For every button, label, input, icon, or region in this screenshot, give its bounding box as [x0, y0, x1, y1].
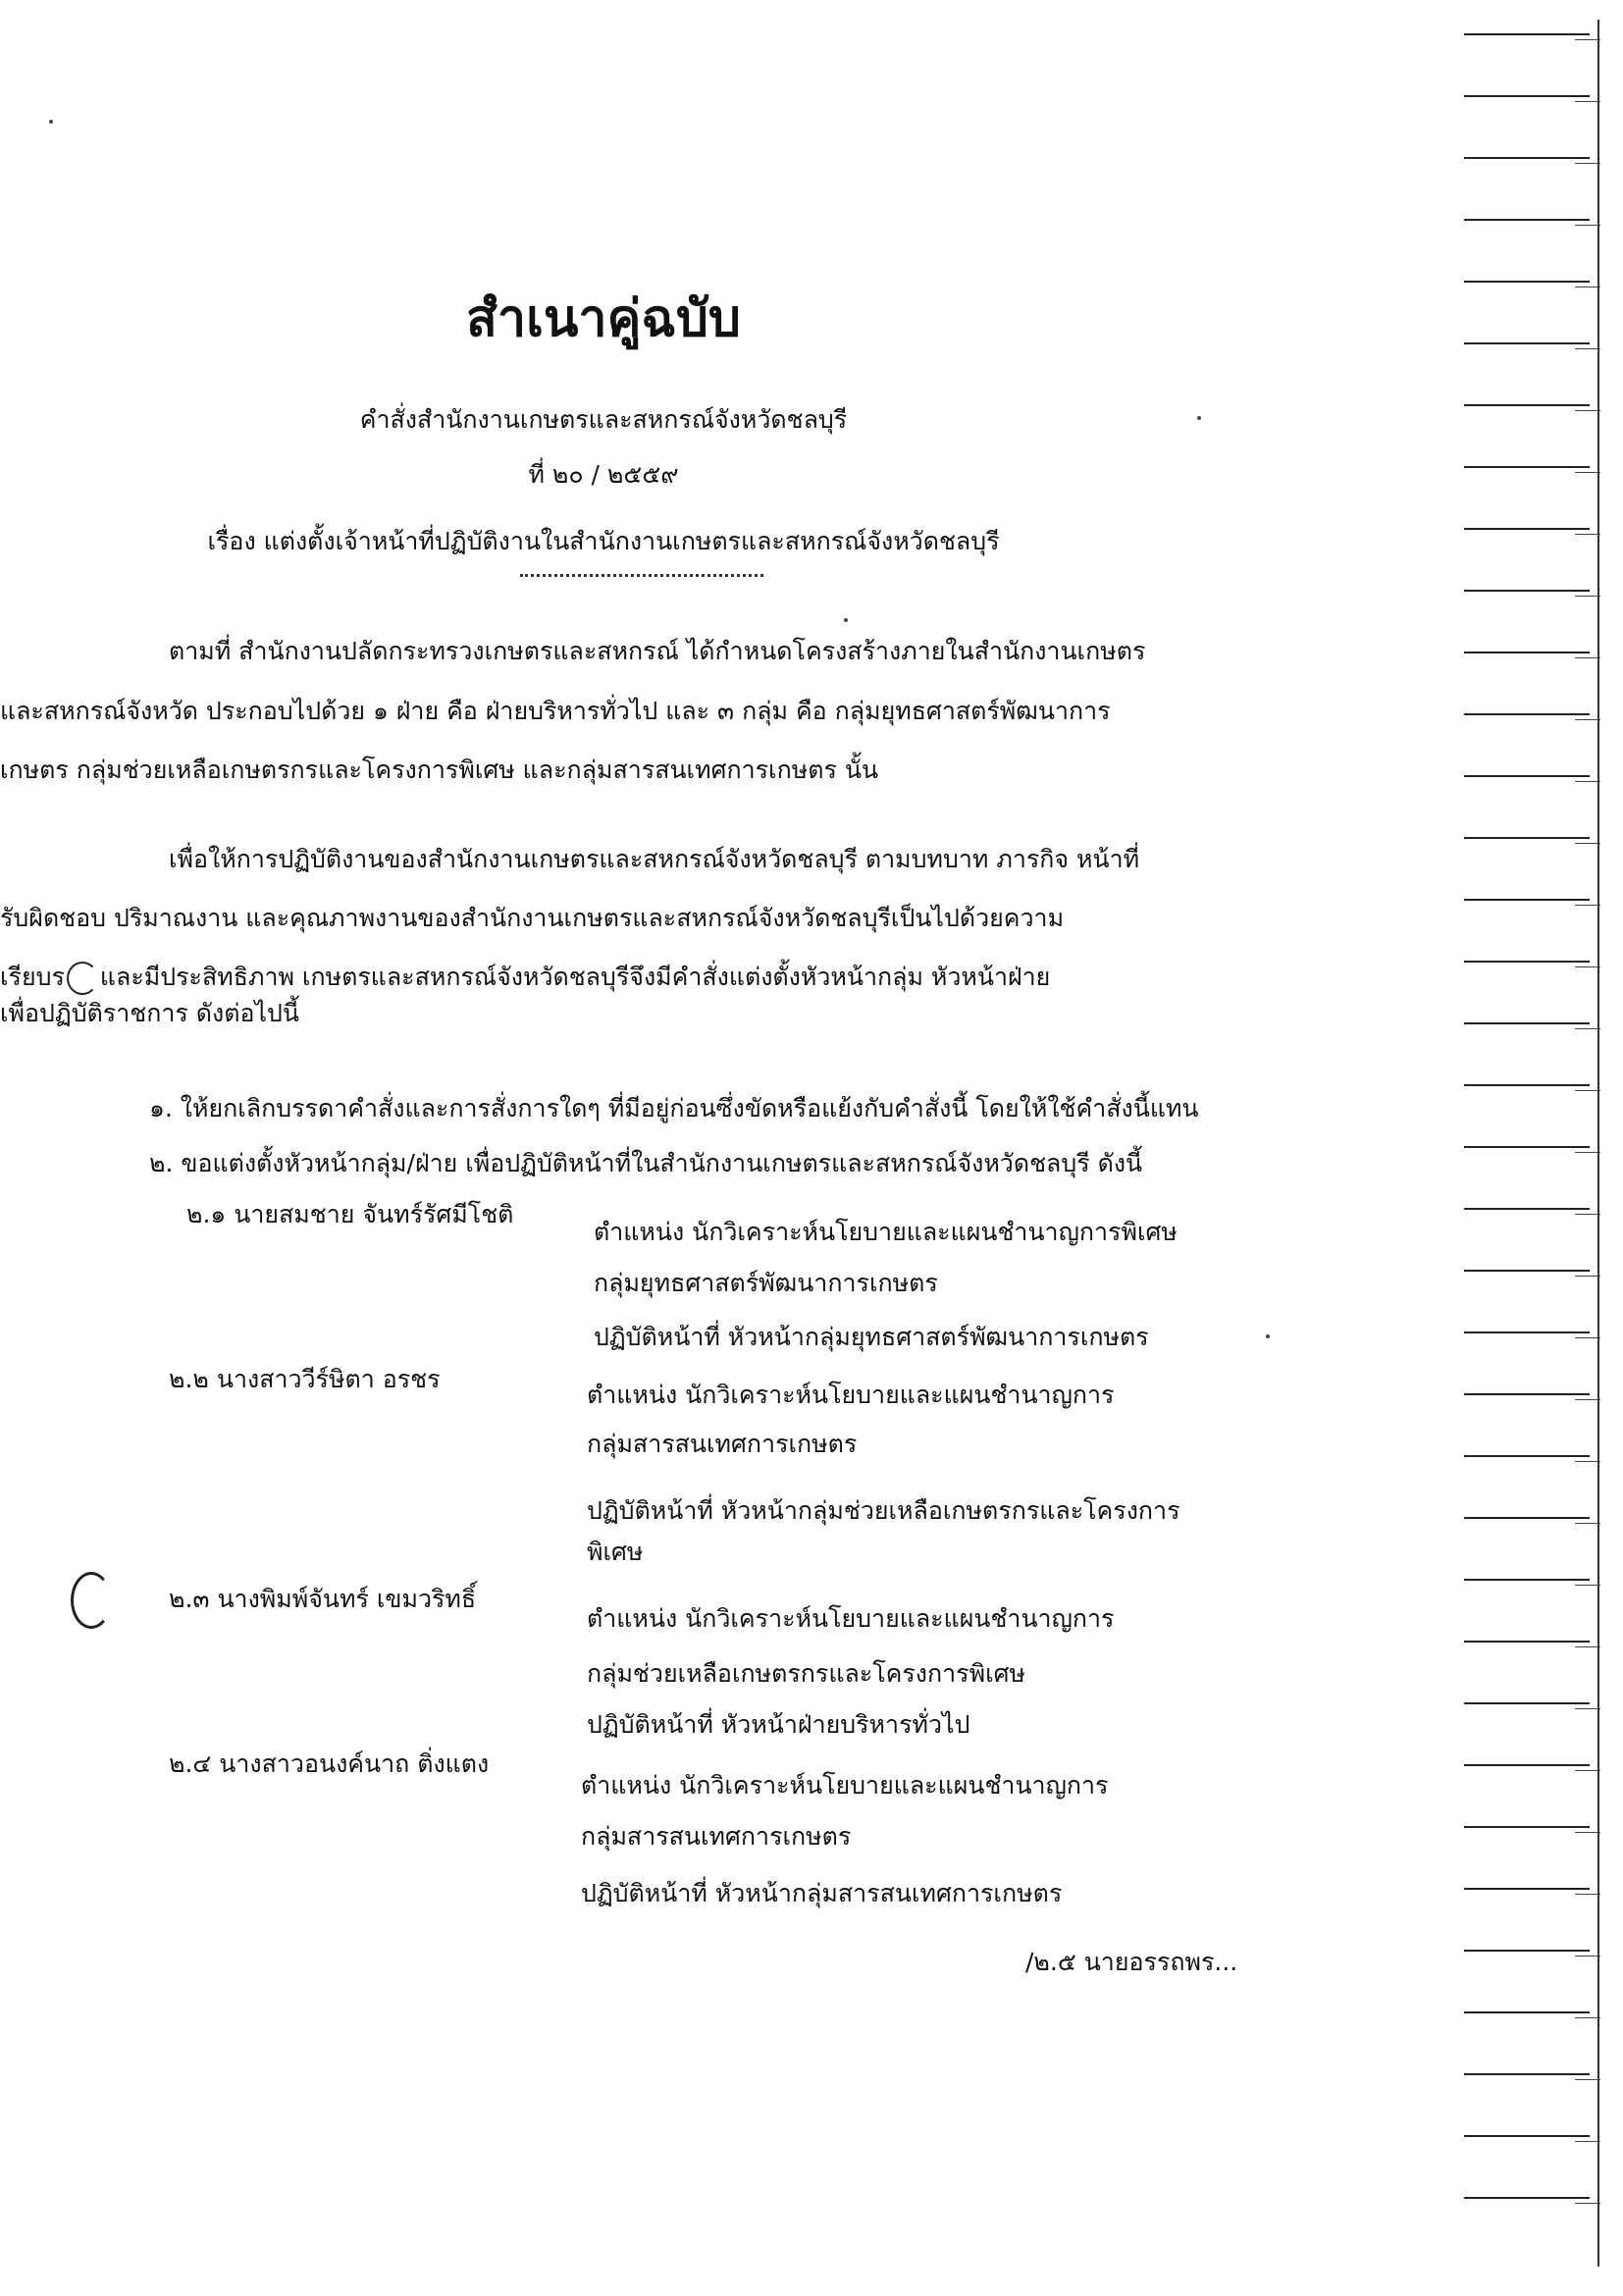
- appointee-position: ตำแหน่ง นักวิเคราะห์นโยบายและแผนชำนาญการ: [587, 1604, 1115, 1633]
- clause-2: ๒. ขอแต่งตั้งหัวหน้ากลุ่ม/ฝ่าย เพื่อปฏิบัติหน้าที่ในสำนักงานเกษตรและสหกรณ์จังหวัดชลบุรี ดังนี้: [149, 1149, 1143, 1177]
- appointee-duty: ปฏิบัติหน้าที่ หัวหน้ากลุ่มยุทธศาสตร์พัฒนาการเกษตร: [594, 1323, 1149, 1351]
- binder-tick: [1575, 472, 1600, 473]
- para2-line3-end: และมีประสิทธิภาพ เกษตรและสหกรณ์จังหวัดชลบุรีจึงมีคำสั่งแต่งตั้งหัวหน้ากลุ่ม หัวหน้าฝ่าย: [99, 963, 1051, 991]
- binder-rule: [1464, 1764, 1590, 1766]
- binder-rule: [1464, 652, 1590, 653]
- binder-rule: [1464, 775, 1590, 777]
- binder-rule: [1464, 1084, 1590, 1086]
- binder-tick: [1575, 905, 1600, 906]
- appointee-name: ๒.๑ นายสมชาย จันทร์รัศมีโชติ: [186, 1200, 514, 1228]
- scan-speck: [49, 120, 53, 124]
- binder-rule: [1464, 2073, 1590, 2075]
- binder-tick: [1575, 534, 1600, 535]
- binder-tick: [1575, 1337, 1600, 1338]
- document-title: สำเนาคู่ฉบับ: [466, 288, 741, 348]
- binder-rule: [1464, 1950, 1590, 1952]
- binder-rule: [1464, 1702, 1590, 1704]
- binder-rule: [1464, 281, 1590, 283]
- binder-tick: [1575, 719, 1600, 720]
- binder-tick: [1575, 966, 1600, 967]
- para2-line1: เพื่อให้การปฏิบัติงานของสำนักงานเกษตรและสหกรณ์จังหวัดชลบุรี ตามบทบาท ภารกิจ หน้าที่: [169, 845, 1140, 873]
- para1-line2: และสหกรณ์จังหวัด ประกอบไปด้วย ๑ ฝ่าย คือ ฝ่ายบริหารทั่วไป และ ๓ กลุ่ม คือ กลุ่มยุทธศาสตร์พัฒนาการ: [0, 697, 1111, 725]
- binder-tick: [1575, 1646, 1600, 1647]
- appointee-position: ตำแหน่ง นักวิเคราะห์นโยบายและแผนชำนาญการ: [581, 1771, 1109, 1800]
- binder-rule: [1464, 342, 1590, 344]
- order-number: ที่ ๒๐ / ๒๕๕๙: [528, 460, 679, 489]
- appointee-position: ตำแหน่ง นักวิเคราะห์นโยบายและแผนชำนาญการพิเศษ: [594, 1218, 1178, 1246]
- binder-tick: [1575, 1523, 1600, 1524]
- binder-rule: [1464, 1455, 1590, 1457]
- appointee-duty-cont: พิเศษ: [587, 1538, 644, 1566]
- scan-speck: [1266, 1334, 1270, 1338]
- appointee-group: กลุ่มสารสนเทศการเกษตร: [581, 1822, 852, 1851]
- appointee-position: ตำแหน่ง นักวิเคราะห์นโยบายและแผนชำนาญการ: [587, 1381, 1115, 1409]
- binder-tick: [1575, 1152, 1600, 1153]
- binder-tick: [1575, 1894, 1600, 1895]
- appointee-group: กลุ่มสารสนเทศการเกษตร: [587, 1430, 858, 1458]
- appointee-group: กลุ่มยุทธศาสตร์พัฒนาการเกษตร: [594, 1269, 938, 1297]
- binder-tick: [1575, 596, 1600, 597]
- binder-tick: [1575, 225, 1600, 226]
- dotted-divider: [520, 574, 763, 577]
- binder-tick: [1575, 163, 1600, 164]
- binder-rule: [1464, 1022, 1590, 1024]
- binder-rule: [1464, 528, 1590, 530]
- binder-rule: [1464, 1641, 1590, 1643]
- binder-rule: [1464, 1208, 1590, 1210]
- para2-line3: [0, 958, 1050, 997]
- binder-rule: [1464, 1146, 1590, 1148]
- binder-tick: [1575, 2141, 1600, 2142]
- appointee-duty: ปฏิบัติหน้าที่ หัวหน้ากลุ่มช่วยเหลือเกษตรกรและโครงการ: [587, 1496, 1180, 1525]
- appointee-name: ๒.๔ นางสาวอนงค์นาถ ติ่งแตง: [169, 1749, 490, 1778]
- binder-tick: [1575, 348, 1600, 349]
- binder-tick: [1575, 39, 1600, 40]
- binder-tick: [1575, 657, 1600, 658]
- binder-tick: [1575, 1399, 1600, 1400]
- binder-rule: [1464, 1331, 1590, 1333]
- binder-tick: [1575, 2017, 1600, 2018]
- binder-rule: [1464, 466, 1590, 468]
- appointee-duty: ปฏิบัติหน้าที่ หัวหน้ากลุ่มสารสนเทศการเกษตร: [581, 1879, 1063, 1907]
- binder-rule: [1464, 95, 1590, 97]
- binder-rule: [1464, 1888, 1590, 1890]
- appointee-duty: ปฏิบัติหน้าที่ หัวหน้าฝ่ายบริหารทั่วไป: [587, 1710, 970, 1739]
- binder-rule: [1464, 404, 1590, 406]
- para1-line3: เกษตร กลุ่มช่วยเหลือเกษตรกรและโครงการพิเศษ และกลุ่มสารสนเทศการเกษตร นั้น: [0, 756, 878, 784]
- binder-rule: [1464, 1826, 1590, 1828]
- binder-tick: [1575, 1214, 1600, 1215]
- binder-rule: [1464, 961, 1590, 963]
- para2-line3-start: เรียบร: [0, 963, 65, 991]
- order-issuer: คำสั่งสำนักงานเกษตรและสหกรณ์จังหวัดชลบุรี: [359, 405, 848, 434]
- binder-tick: [1575, 1832, 1600, 1833]
- binder-rule: [1464, 1393, 1590, 1395]
- binder-rule: [1464, 219, 1590, 221]
- binder-rule: [1464, 590, 1590, 592]
- binder-tick: [1575, 1770, 1600, 1771]
- appointee-name: ๒.๒ นางสาววีร์ษิตา อรชร: [169, 1365, 441, 1393]
- binder-tick: [1575, 101, 1600, 102]
- binder-tick: [1575, 1461, 1600, 1462]
- binder-rule: [1464, 899, 1590, 901]
- binder-rule: [1464, 2135, 1590, 2137]
- binder-edge: [1597, 20, 1599, 2267]
- appointee-name: ๒.๓ นางพิมพ์จันทร์ เขมวริทธิ์: [169, 1585, 477, 1613]
- binder-tick: [1575, 1276, 1600, 1277]
- scan-speck: [1197, 416, 1201, 420]
- binder-rule: [1464, 33, 1590, 35]
- para2-line4: เพื่อปฏิบัติราชการ ดังต่อไปนี้: [0, 999, 300, 1027]
- binder-rule: [1464, 157, 1590, 159]
- continuation-note: /๒.๕ นายอรรถพร...: [1025, 1948, 1238, 1976]
- binder-tick: [1575, 843, 1600, 844]
- scan-speck: [844, 618, 848, 622]
- punch-hole: [71, 1572, 112, 1629]
- binder-rule: [1464, 1517, 1590, 1519]
- appointee-group: กลุ่มช่วยเหลือเกษตรกรและโครงการพิเศษ: [587, 1659, 1025, 1688]
- binder-rule: [1464, 713, 1590, 715]
- binder-rule: [1464, 837, 1590, 839]
- binder-tick: [1575, 1090, 1600, 1091]
- binder-tick: [1575, 1708, 1600, 1709]
- binder-tick: [1575, 1956, 1600, 1957]
- binder-tick: [1575, 781, 1600, 782]
- order-subject: เรื่อง แต่งตั้งเจ้าหน้าที่ปฏิบัติงานในสำนักงานเกษตรและสหกรณ์จังหวัดชลบุรี: [207, 527, 1000, 555]
- clause-1: ๑. ให้ยกเลิกบรรดาคำสั่งและการสั่งการใดๆ ที่มีอยู่ก่อนซึ่งขัดหรือแย้งกับคำสั่งนี้ โดยให้ใช้คำสั่งนี้แทน: [149, 1094, 1199, 1122]
- binder-tick: [1575, 1585, 1600, 1586]
- binder-tick: [1575, 410, 1600, 411]
- binder-rule: [1464, 1579, 1590, 1581]
- para2-line2: รับผิดชอบ ปริมาณงาน และคุณภาพงานของสำนักงานเกษตรและสหกรณ์จังหวัดชลบุรีเป็นไปด้วยความ: [0, 904, 1065, 932]
- para1-line1: ตามที่ สำนักงานปลัดกระทรวงเกษตรและสหกรณ์ ได้กำหนดโครงสร้างภายในสำนักงานเกษตร: [169, 637, 1146, 665]
- binder-rule: [1464, 2011, 1590, 2013]
- binder-tick: [1575, 2079, 1600, 2080]
- binder-tick: [1575, 1028, 1600, 1029]
- binder-rule: [1464, 2197, 1590, 2199]
- binder-rule: [1464, 1270, 1590, 1272]
- punch-hole: [67, 962, 98, 995]
- binder-tick: [1575, 2203, 1600, 2204]
